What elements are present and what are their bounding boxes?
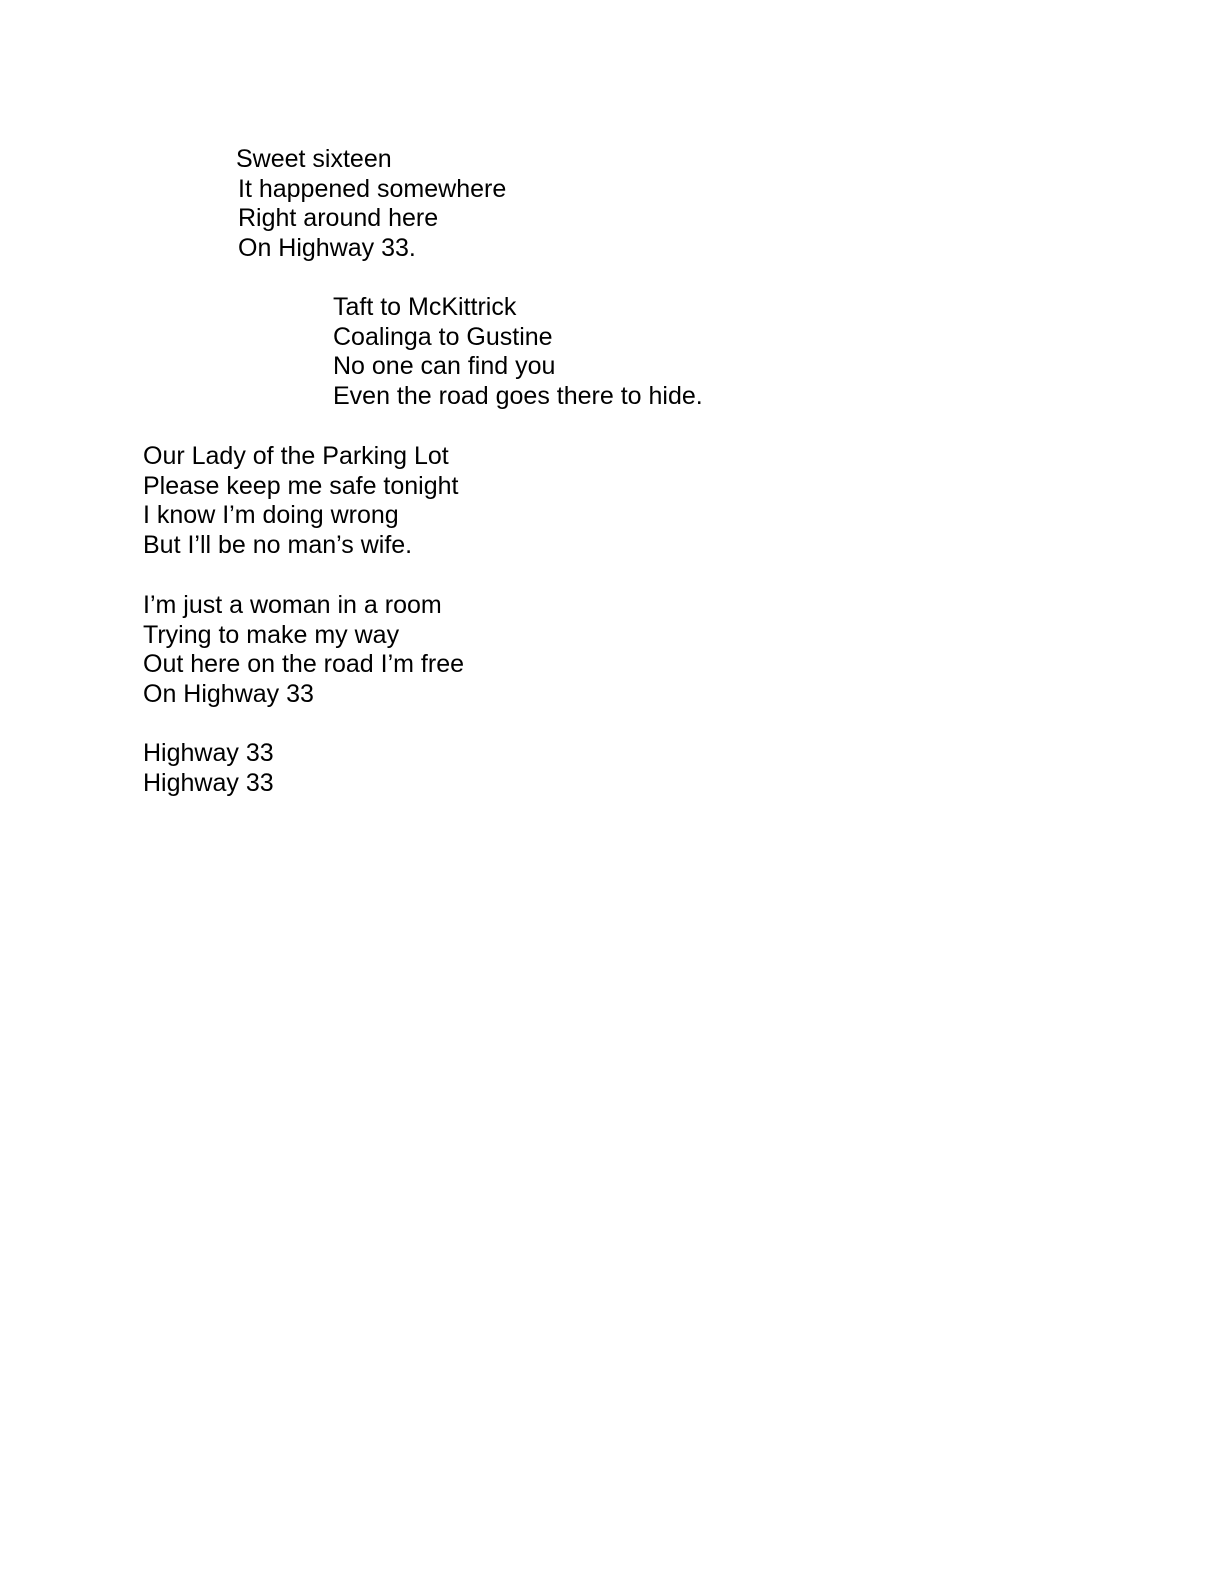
stanza-1 (236, 145, 506, 264)
lyric-line: But I’ll be no man’s wife. (143, 531, 413, 560)
lyric-line: On Highway 33. (238, 234, 416, 263)
stanza-5 (143, 739, 274, 798)
lyric-line: Even the road goes there to hide. (333, 382, 703, 411)
lyric-line: Highway 33 (143, 739, 274, 767)
lyric-line: Please keep me safe tonight (143, 471, 459, 500)
lyric-line: Our Lady of the Parking Lot (143, 442, 449, 470)
lyric-line: Coalinga to Gustine (333, 322, 553, 351)
stanza-2 (333, 293, 703, 412)
lyric-line: Sweet sixteen (236, 145, 392, 173)
lyric-line: I’m just a woman in a room (143, 591, 442, 619)
lyric-line: It happened somewhere (238, 174, 507, 203)
lyric-line: Right around here (238, 204, 439, 233)
lyric-line: Taft to McKittrick (333, 293, 517, 321)
lyric-line: Out here on the road I’m free (143, 650, 465, 679)
stanza-3 (143, 442, 458, 561)
lyric-line: I know I’m doing wrong (143, 501, 399, 530)
lyric-line: Trying to make my way (143, 620, 400, 649)
lyric-line: On Highway 33 (143, 680, 314, 709)
stanza-4 (143, 591, 464, 710)
lyric-line: Highway 33 (143, 768, 274, 797)
lyric-line: No one can find you (333, 352, 556, 381)
